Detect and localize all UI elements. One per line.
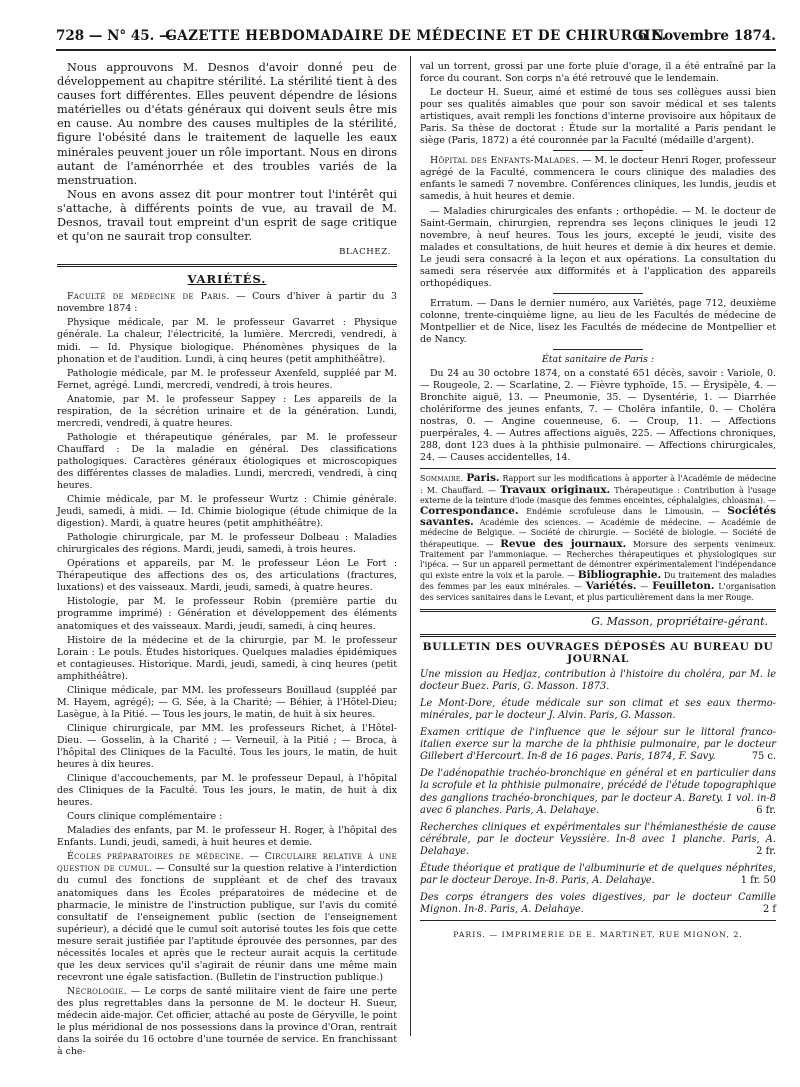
separator (553, 349, 643, 350)
maladies-paragraph: — Maladies chirurgicales des enfants ; orthopédie. — M. le docteur de Saint-Germain, chirurgien, reprendra ses leçons cliniques le jeudi 12 novembre, à neuf heures. Tous les jours, excepté le jeudi, visite des malades et consultations, de huit heures et demie à dix heures et demie. Le jeudi sera consacré à la leçon et aux opérations. La consultation du samedi sera réservée aux difformités et à l'application des appareils orthopédiques. (420, 205, 776, 289)
section-rule (57, 264, 397, 267)
etat-sanitaire-title: État sanitaire de Paris : (541, 354, 655, 366)
course-item: Histologie, par M. le professeur Robin (première partie du programme imprimé) : Génération et développement des éléments anatomiques et des vaisseaux. Mardi, jeudi, samedi, à cinq heures. (57, 596, 397, 632)
sommaire-text: Académie des sciences. — Académie de médecine. — Académie de médecine de Belgique. — Société de chirurgie. — Société de biologie. — Société de thérapeutique. — (420, 518, 776, 549)
separator (420, 468, 776, 469)
book-title: Le Mont-Dore, étude médicale sur son climat et ses eaux thermo-minérales, par le docteur J. Alvin. Paris, G. Masson. (420, 697, 776, 722)
issue-date: 6 Novembre 1874. (637, 28, 776, 44)
course-item: Cours clinique complémentaire : (67, 811, 223, 823)
sommaire-text: Du traitement des maladies des femmes par les eaux minérales. — (420, 571, 776, 592)
printer-line: PARIS. — IMPRIMERIE DE E. MARTINET, RUE MIGNON, 2. (453, 930, 743, 940)
book-entry (420, 669, 776, 694)
review-conclusion (57, 61, 397, 244)
course-item: Physique médicale, par M. le professeur Gavarret : Physique générale. La chaleur, l'électricité, la lumière. Mercredi, vendredi, à midi. — Id. Physique biologique. Phénomènes physiques de la phonation et de l'audition. Lundi, à cinq heures (petit amphithéâtre). (57, 317, 397, 365)
header-rule (56, 49, 776, 51)
course-item: Opérations et appareils, par M. le professeur Léon Le Fort : Thérapeutique des affections des os, des articulations (fractures, luxations) et des vaisseaux. Mardi, jeudi, samedi, à quatre heures. (57, 558, 397, 594)
journal-title: GAZETTE HEBDOMADAIRE DE MÉDECINE ET DE CHIRURGIE. (165, 28, 667, 44)
faculte-announcement: Faculté de médecine de Paris. — Cours d'hiver à partir du 3 novembre 1874 : (57, 291, 397, 315)
book-entry (420, 768, 776, 818)
sommaire-text: Morsure des serpents venimeux. Traitement par l'ammoniaque. — Recherches thérapeutiques et physiologiques sur l'ipéca. — Sur un appareil permettant de démontrer expérimentalement l'indépendance qui existe entre la voix et la parole. — (420, 539, 776, 581)
course-item: Chimie médicale, par M. le professeur Wurtz : Chimie générale. Jeudi, samedi, à midi. — Id. Chimie biologique (étude chimique de la digestion). Mardi, à quatre heures (petit amphithéâtre). (57, 494, 397, 530)
separator (553, 293, 643, 294)
etat-sanitaire-text: Du 24 au 30 octobre 1874, on a constaté 651 décès, savoir : Variole, 0. — Rougeole, 2. — Scarlatine, 2. — Fièvre typhoïde, 15. — Érysipèle, 4. — Bronchite aiguë, 13. — Pneumonie, 35. — Dysentérie, 1. — Diarrhée cholériforme des jeunes enfants, 7. — Choléra infantile, 0. — Choléra nostras, 0. — Angine couenneuse, 6. — Croup, 11. — Affections puerpérales, 4. — Autres affections aiguës, 225. — Affections chroniques, 288, dont 123 dues à la phthisie pulmonaire. — Affections chirurgicales, 24. — Causes accidentelles, 14. (420, 368, 776, 464)
varietes-title: VARIÉTÉS. (187, 272, 267, 287)
sommaire-text: — (636, 582, 653, 592)
intro-paragraph: Nous approuvons M. Desnos d'avoir donné peu de développement au chapitre stérilité. La stérilité tient à des causes fort différentes. Elles peuvent dépendre de lésions matérielles ou d'états généraux qui doivent seuls être mis en cause. Au nombre des causes multiples de la stérilité, figure l'obésité dans le traitement de laquelle les eaux minérales peuvent jouer un rôle important. Nous en dirons autant de l'aménorrhée et des troubles variés de la menstruation. (57, 61, 397, 187)
course-item: Pathologie chirurgicale, par M. le professeur Dolbeau : Maladies chirurgicales des régions. Mardi, jeudi, samedi, à trois heures. (57, 532, 397, 556)
course-item: Anatomie, par M. le professeur Sappey : Les appareils de la respiration, de la sécrétion urinaire et de la génération. Lundi, mercredi, vendredi, à quatre heures. (57, 393, 397, 429)
sommaire-heading: Travaux originaux. (500, 483, 611, 496)
left-column (57, 61, 397, 1060)
necrologie-paragraph: Nécrologie. — Le corps de santé militaire vient de faire une perte des plus regrettables dans la personne de M. le docteur H. Sueur, médecin aide-major. Cet officier, attaché au poste de Géryville, le point le plus méridional de nos possessions dans la province d'Oran, rentrait dans la soirée du 16 octobre d'une tournée de service. En franchissant à che- (57, 985, 397, 1058)
book-entry (420, 822, 776, 859)
course-item: Clinique d'accouchements, par M. le professeur Depaul, à l'hôpital des Cliniques de la Faculté. Tous les jours, le matin, de huit à dix heures. (57, 773, 397, 809)
book-title: Étude théorique et pratique de l'albuminurie et de quelques néphrites, par le docteur Deroye. In-8. Paris, A. Delahaye. (420, 862, 776, 887)
book-entry (420, 727, 776, 764)
separator (420, 920, 776, 921)
page-header (56, 28, 776, 50)
course-list (57, 317, 397, 849)
book-entry (420, 698, 776, 723)
sommaire-heading: Bibliographie. (577, 569, 662, 582)
gerant-line: G. Masson, propriétaire-gérant. (591, 614, 768, 628)
erratum-paragraph: Erratum. — Dans le dernier numéro, aux Variétés, page 712, deuxième colonne, trente-cinquième ligne, au lieu de les Facultés de médecine de Montpellier et de Nice, lisez les Facultés de médecine de Montpellier et de Nancy. (420, 297, 776, 345)
sommaire-label: Sommaire. (420, 474, 464, 484)
book-price: 75 c. (751, 751, 776, 763)
book-entry (420, 892, 776, 917)
course-item: Clinique chirurgicale, par MM. les professeurs Richet, à l'Hôtel-Dieu. — Gosselin, à la Charité ; — Verneuil, à la Pitié ; — Broca, à l'hôpital des Cliniques de la Faculté. Tous les jours, le matin, de huit heures à dix heures. (57, 722, 397, 771)
sommaire-text: L'organisation des services sanitaires dans le Levant, et plus particulièrement dans la mer Rouge. (420, 582, 776, 602)
book-title: Une mission au Hedjaz, contribution à l'histoire du choléra, par M. le docteur Buez. Paris, G. Masson. 1873. (420, 669, 776, 693)
column-divider (410, 56, 411, 1036)
hopital-paragraph: Hôpital des Enfants-Malades. — M. le docteur Henri Roger, professeur agrégé de la Faculté, commencera le cours clinique des maladies des enfants le samedi 7 novembre. Conférences cliniques, les lundis, jeudis et samedis, à huit heures et demie. (420, 155, 777, 203)
book-price: 2 fr. (756, 846, 776, 858)
sommaire-heading: Paris. (466, 472, 500, 485)
book-title: Recherches cliniques et expérimentales sur l'hémianesthésie de cause cérébrale, par le docteur Veyssière. In-8 avec 1 planche. Paris, A. Delahaye. (420, 821, 776, 858)
book-price: 1 fr. 50 (740, 875, 776, 887)
book-title: De l'adénopathie trachéo-bronchique en général et en particulier dans la scrofule et la phthisie pulmonaire, précédé de l'étude topographique des ganglions trachéo-bronchiques, par le docteur A. Barety. 1 vol. in-8 avec 6 planches. Paris, A. Delahaye. (420, 767, 776, 817)
sommaire-text: Endémie scrofuleuse dans le Limousin. — (518, 507, 728, 517)
sommaire-text: Thérapeutique : Contribution à l'usage externe de la teinture d'iode (masque des femmes enceintes, céphalalgies, chloasma). — (420, 485, 776, 505)
book-entry (420, 863, 776, 888)
course-item: Maladies des enfants, par M. le professeur H. Roger, à l'hôpital des Enfants. Lundi, jeudi, samedi, à huit heures et demie. (57, 825, 397, 849)
sommaire-heading: Variétés. (585, 580, 637, 593)
sommaire-heading: Correspondance. (420, 505, 519, 518)
sommaire-heading: Revue des journaux. (500, 537, 627, 550)
page-number-issue: 728 — N° 45. — (56, 28, 173, 44)
book-price: 2 f (763, 903, 776, 915)
sommaire-block (420, 473, 776, 602)
course-item: Pathologie et thérapeutique générales, par M. le professeur Chauffard : De la maladie en général. Des classifications pathologiques. Caractères généraux étiologiques et microscopiques des différentes classes de maladies. Lundi, mercredi, vendredi, à cinq heures. (57, 431, 397, 492)
book-price: 6 fr. (756, 805, 776, 817)
sommaire-text: Rapport sur les modifications à apporter à l'Académie de médecine : M. Chauffard. — (420, 474, 777, 495)
course-item: Histoire de la médecine et de la chirurgie, par M. le professeur Lorain : Le pouls. Études historiques. Quelques maladies épidémiques et contagieuses. Historique. Mardi, jeudi, samedi, à cinq heures (petit amphithéâtre). (57, 634, 397, 682)
necrologie-continued: val un torrent, grossi par une forte pluie d'orage, il a été entraîné par la force du courant. Son corps n'a été retrouvé que le lendemain. (420, 61, 776, 85)
sueur-paragraph: Le docteur H. Sueur, aimé et estimé de tous ses collègues aussi bien pour ses qualités aimables que pour son savoir médical et ses talents artistiques, avait rempli les fonctions d'interne provisoire aux hôpitaux de Paris. Sa thèse de doctorat : Étude sur la mortalité a Paris pendant le siège (Paris, 1872) a été couronnée par la Faculté (médaille d'argent). (420, 87, 776, 147)
book-title: Examen critique de l'influence que le séjour sur le littoral franco-italien exerce sur la marche de la phthisie pulmonaire, par le docteur Gillebert d'Hercourt. In-8 de 16 pages. Paris, 1874, F. Savy. (420, 726, 776, 763)
bulletin-title: BULLETIN DES OUVRAGES DÉPOSÉS AU BUREAU DU JOURNAL (422, 640, 774, 665)
course-item: Pathologie médicale, par M. le professeur Axenfeld, suppléé par M. Fernet, agrégé. Lundi, mercredi, vendredi, à trois heures. (57, 367, 397, 391)
book-title: Des corps étrangers des voies digestives, par le docteur Camille Mignon. In-8. Paris, A. Delahaye. (420, 891, 776, 915)
ecoles-paragraph: Écoles préparatoires de médecine. — Circulaire relative à une question de cumul. — Consulté sur la question relative à l'interdiction du cumul des fonctions de suppléant et de chef des travaux anatomiques dans les Écoles préparatoires de médecine et de pharmacie, le ministre de l'instruction publique, sur l'avis du comité consultatif de l'enseignement public (section de l'enseignement supérieur), a décidé que le cumul soit autorisé toutes les fois que cette mesure serait justifiée par l'aptitude éprouvée des personnes, par des nécessités locales et après que le recteur aurait acquis la certitude que les deux services qu'il s'agirait de réunir dans une même main recevront une égale satisfaction. (Bulletin de l'instruction publique.) (57, 851, 398, 983)
section-rule (420, 634, 776, 637)
sommaire-heading: Feuilleton. (652, 580, 715, 593)
course-item: Clinique médicale, par MM. les professeurs Bouillaud (suppléé par M. Hayem, agrégé); — G. Sée, à la Charité; — Béhier, à l'Hôtel-Dieu; Lasègue, à la Pitié. — Tous les jours, le matin, de huit à six heures. (57, 684, 397, 720)
book-list (420, 669, 776, 916)
signature: BLACHEZ. (339, 247, 391, 258)
separator (553, 150, 643, 151)
intro-paragraph: Nous en avons assez dit pour montrer tout l'intérêt qui s'attache, à différents points de vue, au travail de M. Desnos, travail tout empreint d'un esprit de sage critique et qu'on ne saurait trop consulter. (57, 187, 397, 244)
right-column (420, 61, 776, 941)
sommaire-heading: Sociétés savantes. (420, 505, 776, 529)
section-rule (420, 609, 776, 612)
